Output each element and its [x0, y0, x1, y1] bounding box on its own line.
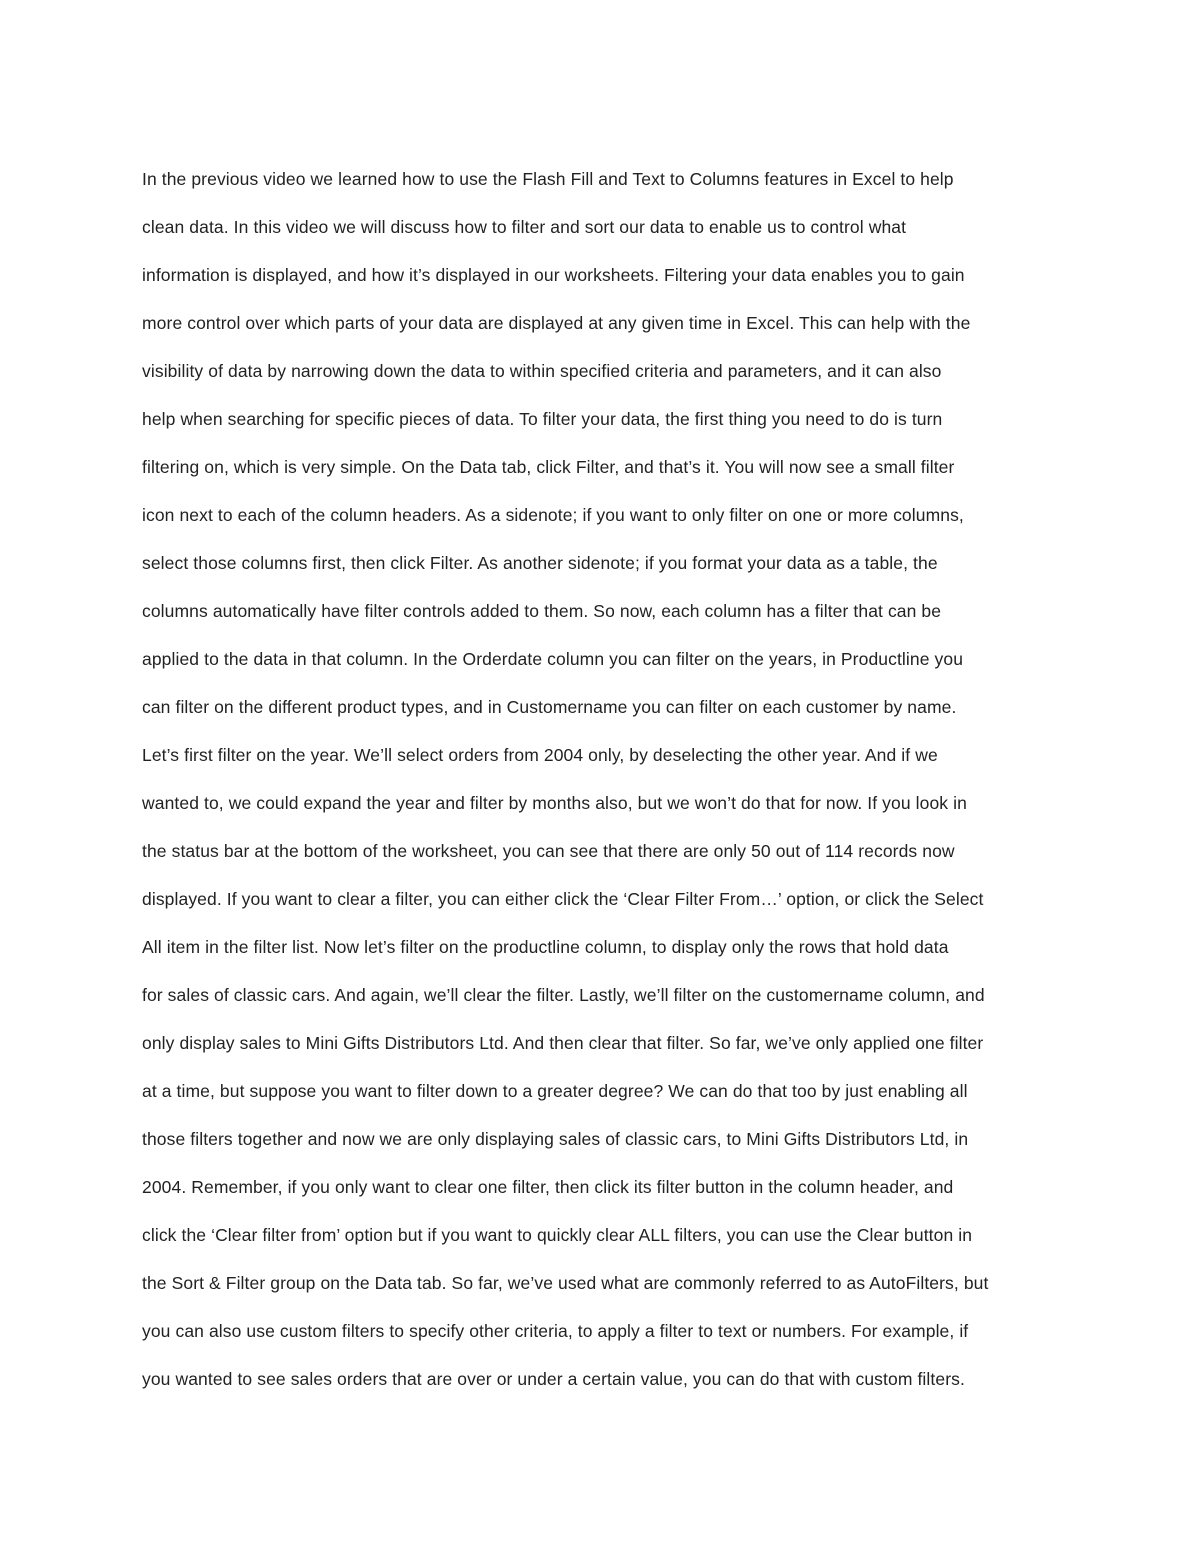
text-line: help when searching for specific pieces of data. To filter your data, the first thing you need to do is turn	[142, 409, 943, 429]
text-line: at a time, but suppose you want to filter down to a greater degree? We can do that too by just enabling all	[142, 1081, 968, 1101]
text-line: filtering on, which is very simple. On the Data tab, click Filter, and that’s it. You will now see a small filter	[142, 457, 955, 477]
text-line: the status bar at the bottom of the worksheet, you can see that there are only 50 out of 114 records now	[142, 841, 955, 861]
text-line: click the ‘Clear filter from’ option but if you want to quickly clear ALL filters, you can use the Clear button in	[142, 1225, 973, 1245]
text-line: icon next to each of the column headers. As a sidenote; if you want to only filter on one or more columns,	[142, 505, 964, 525]
text-line: 2004. Remember, if you only want to clear one filter, then click its filter button in the column header, and	[142, 1177, 954, 1197]
text-line: In the previous video we learned how to use the Flash Fill and Text to Columns features in Excel to help	[142, 169, 954, 189]
text-line: you wanted to see sales orders that are over or under a certain value, you can do that with custom filters.	[142, 1369, 965, 1389]
text-line: those filters together and now we are only displaying sales of classic cars, to Mini Gifts Distributors Ltd, in	[142, 1129, 969, 1149]
text-line: only display sales to Mini Gifts Distributors Ltd. And then clear that filter. So far, we’ve only applied one filter	[142, 1033, 984, 1053]
text-line: clean data. In this video we will discuss how to filter and sort our data to enable us to control what	[142, 217, 907, 237]
text-line: can filter on the different product types, and in Customername you can filter on each customer by name.	[142, 697, 957, 717]
text-line: wanted to, we could expand the year and filter by months also, but we won’t do that for now. If you look in	[142, 793, 967, 813]
text-line: applied to the data in that column. In the Orderdate column you can filter on the years, in Productline you	[142, 649, 964, 669]
text-line: you can also use custom filters to specify other criteria, to apply a filter to text or numbers. For example, if	[142, 1321, 969, 1341]
text-line: information is displayed, and how it’s displayed in our worksheets. Filtering your data enables you to gain	[142, 265, 965, 285]
text-line: more control over which parts of your data are displayed at any given time in Excel. This can help with the	[142, 313, 971, 333]
text-line: Let’s first filter on the year. We’ll select orders from 2004 only, by deselecting the other year. And if we	[142, 745, 938, 765]
text-line: for sales of classic cars. And again, we’ll clear the filter. Lastly, we’ll filter on the customername column, and	[142, 985, 985, 1005]
text-line: select those columns first, then click Filter. As another sidenote; if you format your data as a table, the	[142, 553, 938, 573]
text-line: columns automatically have filter controls added to them. So now, each column has a filter that can be	[142, 601, 942, 621]
document-body	[142, 155, 1082, 1403]
text-line: the Sort & Filter group on the Data tab. So far, we’ve used what are commonly referred to as AutoFilters, but	[142, 1273, 989, 1293]
text-line: displayed. If you want to clear a filter, you can either click the ‘Clear Filter From…’ option, or click the Select	[142, 889, 984, 909]
text-line: All item in the filter list. Now let’s filter on the productline column, to display only the rows that hold data	[142, 937, 949, 957]
text-line: visibility of data by narrowing down the data to within specified criteria and parameters, and it can also	[142, 361, 942, 381]
